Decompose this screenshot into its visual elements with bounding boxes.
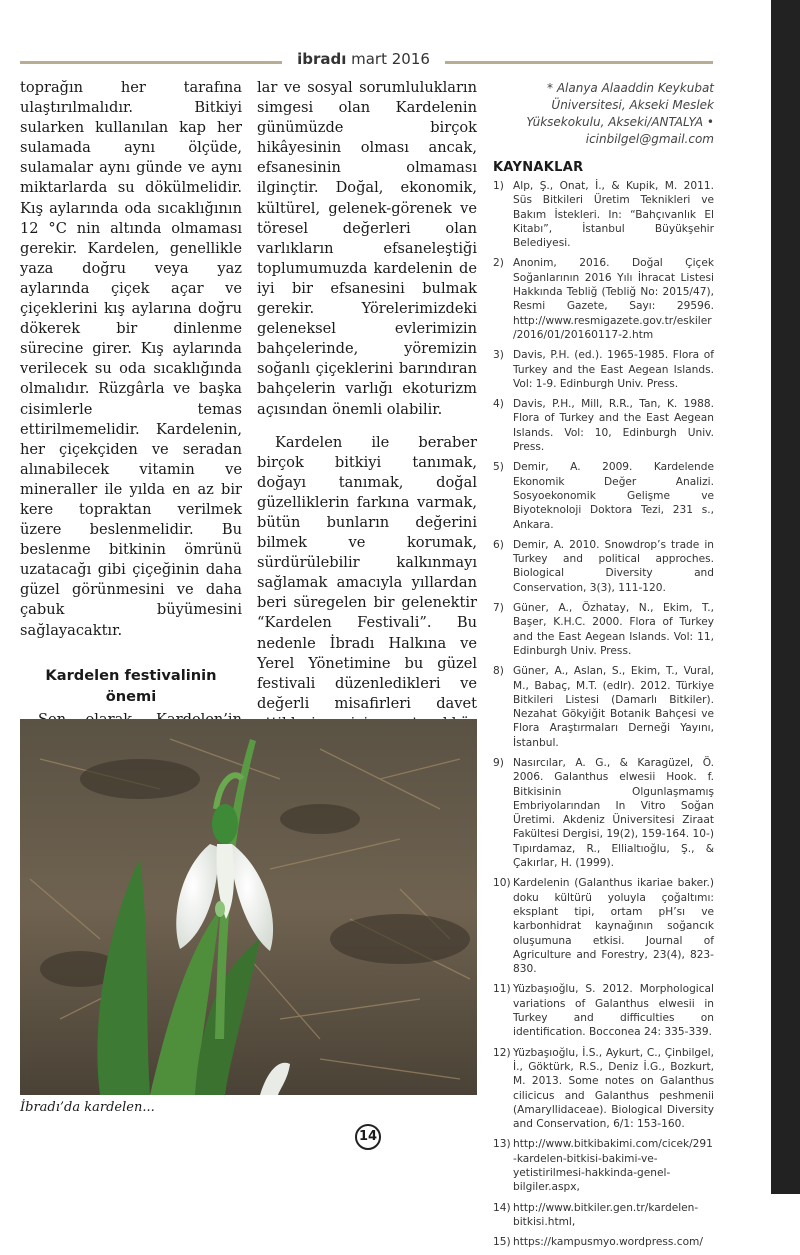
reference-item: 2) Anonim, 2016. Doğal Çiçek Soğanlarının 2016 Yılı İhracat Listesi Hakkında Tebliğ (Tebliğ No: 2015/47), Resmi Gazete, Sayı: 29596. http://www.resmigazete.gov.tr/eskiler/2016/01/20160117-2.htm xyxy=(493,257,714,341)
reference-item: 11) Yüzbaşıoğlu, S. 2012. Morphological variations of Galanthus elwesii in Turkey and difficulties on identification. Bocconea 24: 335-339. xyxy=(493,983,714,1039)
header-rule-left xyxy=(20,61,282,64)
reference-item: 10) Kardelenin (Galanthus ikariae baker.) doku kültürü yoluyla çoğaltımı: eksplant tipi, ortam pH’sı ve karbonhidrat kaynağının soğancık oluşumuna etkisi. Journal of Agriculture and Forestry, 23(4), 823-830. xyxy=(493,877,714,976)
reference-link[interactable]: 15) https://kampusmyo.wordpress.com/ xyxy=(493,1236,703,1249)
reference-link[interactable]: 13) http://www.bitkibakimi.com/cicek/291-kardelen-bitkisi-bakimi-ve-yetistirilmesi-hakkinda-genel-bilgiler.aspx, xyxy=(493,1138,713,1194)
references-title: KAYNAKLAR xyxy=(493,160,584,175)
reference-item: 3) Davis, P.H. (ed.). 1965-1985. Flora of Turkey and the East Aegean Islands. Vol: 1-9. Edinburgh Univ. Press. xyxy=(493,349,714,390)
reference-item: 12) Yüzbaşıoğlu, İ.S., Aykurt, C., Çinbilgel, İ., Göktürk, R.S., Deniz İ.G., Bozkurt, M. 2013. Some notes on Galanthus cilicicus and Galanthus peshmenii (Amaryllidaceae). Biological Diversity and Conservation, 6/1: 153-160. xyxy=(493,1046,714,1131)
page-number: 14 xyxy=(355,1124,381,1150)
reference-item: 1) Alp, Ş., Onat, İ., & Kupik, M. 2011. Süs Bitkileri Üretim Teknikleri ve Bakım İstekleri. In: “Bahçıvanlık El Kitabı”, İstanbul Büyükşehir Belediyesi. xyxy=(493,180,714,250)
magazine-name: ibradı xyxy=(297,50,347,68)
references-column xyxy=(493,80,714,1255)
article-column-2 xyxy=(257,78,477,754)
reference-item: 6) Demir, A. 2010. Snowdrop’s trade in Turkey and political approches. Biological Diversity and Conservation, 3(3), 111-120. xyxy=(493,538,714,594)
reference-list xyxy=(493,179,714,1249)
reference-item: 8) Güner, A., Aslan, S., Ekim, T., Vural, M., Babaç, M.T. (edlr). 2012. Türkiye Bitkileri Listesi (Damarlı Bitkiler). Nezahat Gökyiğit Botanik Bahçesi ve Flora Araştırmaları Derneği Yayını, İstanbul. xyxy=(493,665,714,749)
reference-item: 4) Davis, P.H., Mill, R.R., Tan, K. 1988. Flora of Turkey and the East Aegean Islands. Vol: 10, Edinburgh Univ. Press. xyxy=(493,398,714,454)
paragraph: lar ve sosyal sorumlulukların simgesi olan Kardelenin günümüzde birçok hikâyesinin olması ancak, efsanesinin olmaması ilginçtir. Doğal, ekonomik, kültürel, gelenek-görenek ve töresel değerleri olan varlıkların efsaneleştiği toplumumuzda kardelenin de iyi bir efsanesini bulmak gerekir. Yörelerimizdeki geleneksel evlerimizin bahçelerinde, yöremizin soğanlı çiçeklerini barındıran bahçelerin varlığı ekoturizm açısından önemli olabilir. xyxy=(257,79,477,418)
reference-link[interactable]: 14) http://www.bitkiler.gen.tr/kardelen-bitkisi.html, xyxy=(493,1201,699,1228)
issue-date: mart 2016 xyxy=(351,50,430,68)
section-heading: Kardelen festivalinin önemi xyxy=(45,666,217,705)
page-edge-strip xyxy=(771,0,800,1194)
running-header xyxy=(286,50,441,68)
reference-item: 9) Nasırcılar, A. G., & Karagüzel, Ö. 2006. Galanthus elwesii Hook. f. Bitkisinin Olgunlaşmamış Embriyolarından In Vitro Soğan Üretimi. Akdeniz Üniversitesi Ziraat Fakültesi Dergisi, 19(2), 159-164. 10-) Tıpırdamaz, R., Ellialtıoğlu, Ş., & Çakırlar, H. (1999). xyxy=(493,756,714,870)
snowdrop-photo xyxy=(20,719,477,1095)
paragraph: toprağın her tarafına ulaştırılmalıdır. Bitkiyi sularken kullanılan kap her sulamada aynı ölçüde, sulamalar aynı günde ve aynı miktarlarda su dökülmelidir. Kış aylarında oda sıcaklığının 12 °C nin altında olmaması gerekir. Kardelen, genellikle yaza doğru veya yaz aylarında çiçek açar ve çiçeklerini kış aylarına doğru dökerek bir dinlenme sürecine girer. Kış aylarında verilecek su oda sıcaklığında olmalıdır. Rüzgârla ve başka cisimlerle temas ettirilmemelidir. Kardelenin, her çiçekçiden ve seradan alınabilecek vitamin ve mineraller ile yılda en az bir kere topraktan verilmek üzere beslenmelidir. Bu beslenme bitkinin ömrünü uzatacağı gibi çiçeğinin daha güzel görünmesini ve daha çabuk büyümesini sağlayacaktır. xyxy=(20,79,242,639)
header-rule-right xyxy=(445,61,713,64)
photo-caption: İbradı’da kardelen... xyxy=(20,1100,155,1115)
paragraph: Kardelen ile beraber birçok bitkiyi tanımak, doğayı tanımak, doğal güzelliklerin farkına varmak, bütün bunların değerini bilmek ve korumak, sürdürülebilir kalkınmayı sağlamak amacıyla yıllardan beri süregelen bir gelenektir “Kardelen Festivali”. Bu nedenle İbradı Halkına ve Yerel Yönetimine bu güzel festivali düzenledikleri ve değerli misafirleri davet xyxy=(257,433,477,712)
author-affiliation: * Alanya Alaaddin Keykubat Üniversitesi, Akseki Meslek Yüksekokulu, Akseki/ANTALYA • icinbilgel@gmail.com xyxy=(526,81,714,146)
reference-item: 7) Güner, A., Özhatay, N., Ekim, T., Başer, K.H.C. 2000. Flora of Turkey and the East Aegean Islands. Vol: 11, Edinburgh Univ. Press. xyxy=(493,602,714,657)
reference-item: 5) Demir, A. 2009. Kardelende Ekonomik Değer Analizi. Sosyoekonomik Gelişme ve Biyoteknoloji Doktora Tezi, 231 s., Ankara. xyxy=(493,461,714,531)
article-column-1 xyxy=(20,78,242,770)
